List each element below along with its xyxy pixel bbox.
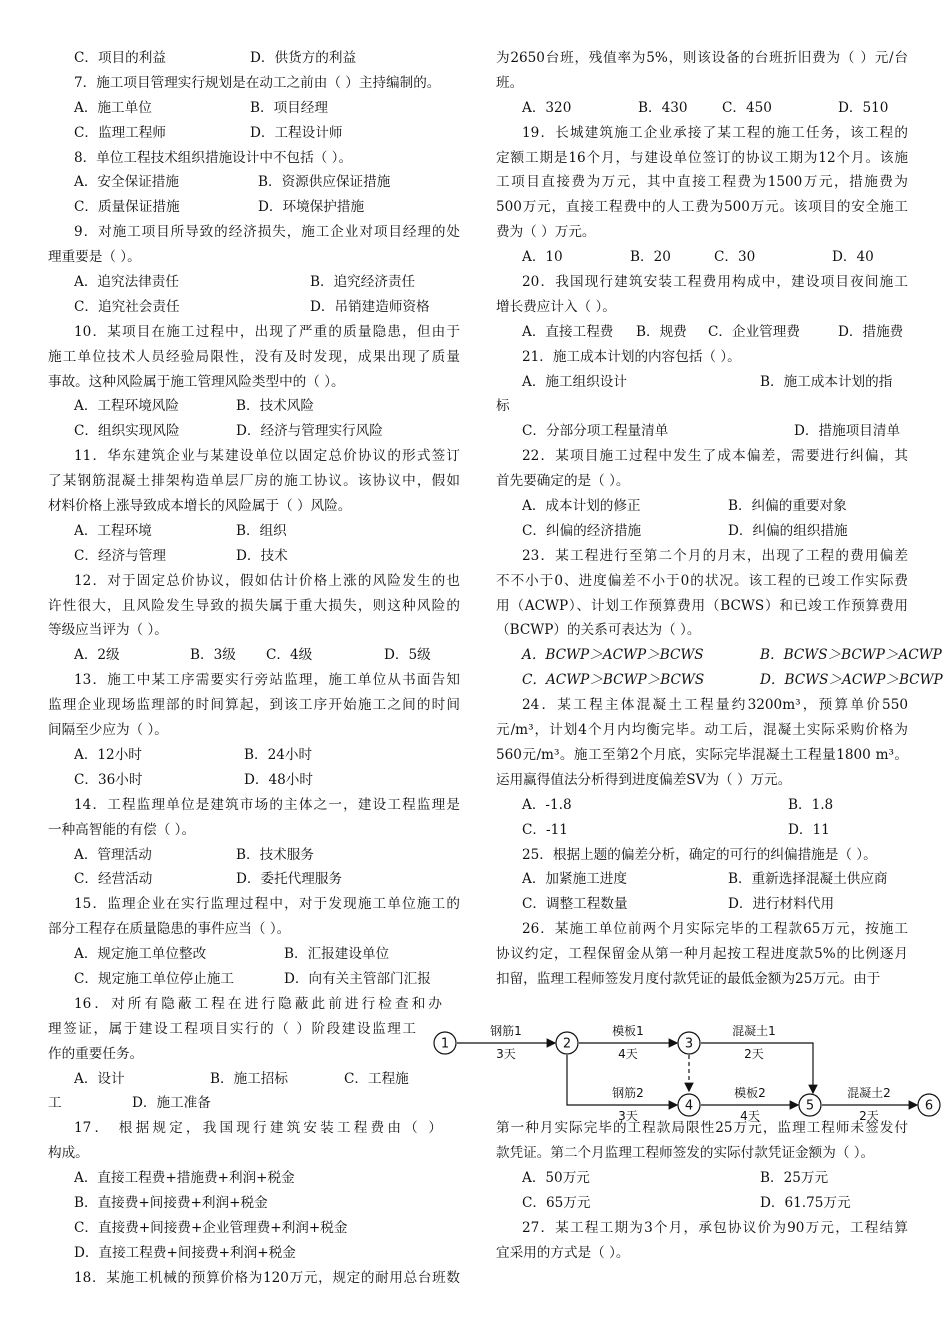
options-row — [496, 245, 908, 270]
answer-option[interactable]: C．项目的利益 — [74, 50, 166, 66]
answer-option[interactable]: A．追究法律责任 — [74, 274, 179, 291]
question-text-line: 运用赢得值法分析得到进度偏差SV为（ ）万元。 — [496, 771, 792, 788]
options-row — [48, 96, 460, 121]
figure-spacer — [496, 992, 908, 1017]
node-2 — [556, 1032, 578, 1054]
options-row — [496, 818, 908, 843]
options-row — [48, 170, 460, 195]
options-row — [496, 643, 942, 668]
options-row — [48, 544, 460, 569]
answer-option[interactable]: D．进行材料代用 — [728, 896, 835, 913]
node-5 — [799, 1094, 821, 1116]
options-row — [496, 419, 908, 444]
question-text-line: 事故。这种风险属于施工管理风险类型中的（ ）。 — [48, 373, 345, 390]
answer-option[interactable]: D．吊销建造师资格 — [310, 298, 430, 315]
options-row — [496, 793, 908, 818]
answer-option[interactable]: A．成本计划的修正 — [522, 498, 641, 515]
options-row — [496, 1166, 908, 1191]
activity-name: 混凝土1 — [732, 1024, 776, 1038]
question-text-line: 定额工期是16个月，与建设单位签订的协议工期为12个月。该施 — [496, 149, 908, 166]
question-text-line: 元/m³，计划4个月内均衡完毕。动工后，混凝土实际采购价格为 — [496, 722, 908, 739]
answer-option[interactable]: A．BCWP＞ACWP＞BCWS — [522, 647, 704, 664]
question-text-line: 27．某工程工期为3个月，承包协议价为90万元，工程结算 — [522, 1219, 908, 1236]
answer-option[interactable]: A．施工单位 — [74, 99, 152, 116]
answer-option[interactable]: B．组织 — [236, 522, 287, 539]
question-text-line: 了某钢筋混凝土排架构造单层厂房的施工协议。该协议中，假如 — [48, 473, 460, 490]
answer-option[interactable]: C．经济与管理 — [74, 547, 166, 564]
question-text-line: 等级应当评为（ ）。 — [48, 622, 168, 639]
question-text-line: 20．我国现行建筑安装工程费用构成中，建设项目夜间施工 — [522, 274, 908, 291]
options-row — [48, 419, 460, 444]
answer-option[interactable]: D．直接工程费+间接费+利润+税金 — [74, 1244, 296, 1261]
answer-option[interactable]: C．450 — [722, 99, 772, 116]
activity-duration: 3天 — [496, 1047, 516, 1061]
answer-option[interactable]: B．重新选择混凝土供应商 — [728, 871, 888, 888]
answer-option[interactable]: 标 — [496, 398, 510, 415]
answer-option[interactable]: C．ACWP＞BCWP＞BCWS — [522, 672, 705, 689]
options-row — [48, 743, 460, 768]
options-row — [48, 46, 460, 71]
answer-option[interactable]: C．分部分项工程量清单 — [522, 423, 669, 440]
question-text-line: 一种高智能的有偿（ ）。 — [48, 821, 196, 838]
options-row — [48, 270, 460, 295]
answer-option[interactable]: A．-1.8 — [522, 796, 572, 813]
answer-option[interactable]: B．资源供应保证措施 — [258, 174, 391, 191]
question-text-line: 14．工程监理单位是建筑市场的主体之一，建设工程监理是 — [74, 796, 460, 813]
answer-option[interactable]: C．规定施工单位停止施工 — [74, 970, 234, 987]
answer-option[interactable]: D．经济与管理实行风险 — [236, 423, 383, 440]
question-text-line: 理重要是（ ）。 — [48, 249, 141, 266]
answer-option[interactable]: C．经营活动 — [74, 871, 153, 888]
question-text-line: 13．施工中某工序需要实行旁站监理，施工单位从书面告知 — [74, 672, 460, 689]
answer-option[interactable]: A．工程环境 — [74, 522, 152, 539]
options-row — [496, 394, 908, 419]
options-row — [496, 494, 908, 519]
answer-option[interactable]: C．组织实现风险 — [74, 423, 180, 440]
network-diagram — [432, 1015, 947, 1135]
options-row — [48, 942, 460, 967]
answer-option[interactable]: B．20 — [630, 249, 671, 266]
answer-option[interactable]: C．质量保证措施 — [74, 199, 180, 216]
question-text-line: 23．某工程进行至第二个月的月末，出现了工程的费用偏差 — [522, 547, 908, 564]
answer-option[interactable]: D．向有关主管部门汇报 — [284, 970, 431, 987]
options-row — [496, 96, 908, 121]
options-row — [48, 867, 460, 892]
node-1 — [434, 1032, 456, 1054]
question-text-line: 7．施工项目管理实行规划是在动工之前由（ ）主持编制的。 — [74, 74, 441, 91]
question-text-line: 17． 根据规定，我国现行建筑安装工程费由（ ） — [74, 1120, 442, 1137]
options-row — [48, 394, 460, 419]
node-6 — [918, 1094, 940, 1116]
svg-text:1: 1 — [440, 1036, 450, 1052]
question-text-line: 部分工程存在质量隐患的事件应当（ ）。 — [48, 921, 291, 938]
question-text-line: 12．对于固定总价协议，假如估计价格上涨的风险发生的也 — [74, 572, 460, 589]
question-text-line: 班。 — [496, 74, 524, 91]
svg-text:3: 3 — [684, 1036, 694, 1052]
options-row — [48, 967, 460, 992]
answer-option[interactable]: D．48小时 — [244, 771, 313, 788]
activity-duration: 2天 — [859, 1109, 879, 1123]
answer-option[interactable]: B．规费 — [636, 323, 687, 340]
question-text-line: 22．某项目施工过程中发生了成本偏差，需要进行纠偏，其 — [522, 448, 908, 465]
options-row — [48, 519, 460, 544]
answer-option[interactable]: A．12小时 — [74, 746, 142, 763]
node-3 — [678, 1032, 700, 1054]
answer-option[interactable]: C．直接费+间接费+企业管理费+利润+税金 — [74, 1219, 348, 1236]
options-row — [496, 320, 908, 345]
activity-name: 混凝土2 — [847, 1086, 891, 1100]
activity-name: 钢筋1 — [490, 1024, 522, 1038]
activity-name: 钢筋2 — [612, 1086, 644, 1100]
question-text-line: 间隔至少应为（ ）。 — [48, 722, 168, 739]
answer-option[interactable]: 工 — [48, 1095, 62, 1112]
activity-name: 模板1 — [612, 1024, 644, 1038]
answer-option[interactable]: C．4级 — [266, 647, 313, 664]
options-row — [496, 519, 908, 544]
question-text-line: 施工单位技术人员经验局限性，没有及时发现，成果出现了质量 — [48, 348, 460, 365]
question-text-line: 8．单位工程技术组织措施设计中不包括（ ）。 — [74, 149, 353, 166]
question-text-line: 费为（ ）万元。 — [496, 224, 596, 241]
answer-option[interactable]: C．30 — [714, 249, 756, 266]
options-row — [48, 643, 460, 668]
options-row — [496, 668, 943, 693]
question-text-line: 宜采用的方式是（ ）。 — [496, 1244, 630, 1261]
question-text-line: 11．华东建筑企业与某建设单位以固定总价协议的形式签订 — [74, 448, 460, 465]
answer-option[interactable]: D．委托代理服务 — [236, 871, 343, 888]
answer-option[interactable]: C．65万元 — [522, 1194, 591, 1211]
options-row — [48, 1216, 460, 1241]
answer-option[interactable]: D．40 — [832, 249, 874, 266]
answer-option[interactable]: A．50万元 — [522, 1170, 590, 1187]
options-row — [496, 1191, 908, 1216]
activity-duration: 2天 — [744, 1047, 764, 1061]
answer-option[interactable]: D．510 — [838, 99, 889, 116]
options-row — [48, 1166, 460, 1191]
answer-option[interactable]: B．纠偏的重要对象 — [728, 498, 847, 515]
svg-text:2: 2 — [562, 1036, 572, 1052]
answer-option[interactable]: B．汇报建设单位 — [284, 946, 390, 963]
question-text-line: 许性很大，且风险发生导致的损失属于重大损失，则这种风险的 — [48, 597, 460, 614]
answer-option[interactable]: D．技术 — [236, 547, 288, 564]
question-text-line: 协议约定，工程保留金从第一种月起按工程进度款5%的比例逐月 — [496, 946, 908, 963]
activity-duration: 3天 — [618, 1109, 638, 1123]
question-text-line: 9．对施工项目所导致的经济损失，施工企业对项目经理的处 — [74, 224, 460, 241]
options-row — [496, 892, 908, 917]
question-text-line: 扣留，监理工程师签发月度付款凭证的最低金额为25万元。由于 — [496, 970, 881, 987]
question-text-line: 增长费应计入（ ）。 — [496, 298, 616, 315]
question-text-line: 24．某工程主体混凝土工程量约3200m³，预算单价550 — [522, 697, 908, 714]
answer-option[interactable]: D．纠偏的组织措施 — [728, 522, 848, 539]
question-text-line: 16．对所有隐蔽工程在进行隐蔽此前进行检查和办 — [74, 995, 442, 1012]
answer-option[interactable]: A．管理活动 — [74, 846, 152, 863]
answer-option[interactable]: A．工程环境风险 — [74, 398, 179, 415]
options-row — [48, 768, 460, 793]
svg-text:4: 4 — [684, 1098, 694, 1114]
answer-option[interactable]: D．施工准备 — [132, 1095, 211, 1112]
answer-option[interactable]: B．3级 — [190, 647, 236, 664]
answer-option[interactable]: B．技术风险 — [236, 398, 314, 415]
options-row — [48, 843, 460, 868]
options-row — [496, 867, 908, 892]
node-4 — [678, 1094, 700, 1116]
answer-option[interactable]: A．安全保证措施 — [74, 174, 179, 191]
answer-option[interactable]: D．BCWS＞ACWP＞BCWP — [760, 672, 943, 689]
answer-option[interactable]: D．11 — [788, 821, 830, 838]
question-text-line: 构成。 — [48, 1145, 89, 1162]
answer-option[interactable]: A．2级 — [74, 647, 120, 664]
options-row — [48, 195, 460, 220]
activity-duration: 4天 — [740, 1109, 760, 1123]
question-text-line: 26．某施工单位前两个月实际完毕的工程款65万元，按施工 — [522, 921, 908, 938]
question-text-line: 用（ACWP）、计划工作预算费用（BCWS）和已竣工作预算费用 — [496, 597, 908, 614]
question-text-line: 19．长城建筑施工企业承接了某工程的施工任务，该工程的 — [522, 124, 908, 141]
svg-text:6: 6 — [924, 1098, 934, 1114]
options-row — [48, 1241, 460, 1266]
question-text-line: 不不小于0、进度偏差不小于0的状况。该工程的已竣工作实际费 — [496, 572, 908, 589]
question-text-line: 18．某施工机械的预算价格为120万元，规定的耐用总台班数 — [74, 1269, 460, 1286]
question-text-line: 560元/m³。施工至第2个月底，实际完毕混凝土工程量1800 m³。 — [496, 746, 908, 763]
svg-text:5: 5 — [805, 1098, 815, 1114]
answer-option[interactable]: D．环境保护措施 — [258, 199, 365, 216]
answer-option[interactable]: B．1.8 — [788, 796, 834, 813]
question-text-line: 21．施工成本计划的内容包括（ ）。 — [522, 348, 741, 365]
activity-name: 模板2 — [734, 1086, 766, 1100]
question-text-line: 第一种月实际完毕的工程款局限性25万元，监理工程师未签发付 — [496, 1120, 908, 1137]
question-text-line: 500万元，直接工程费中的人工费为500万元。该项目的安全施工 — [496, 199, 908, 216]
answer-option[interactable]: C．-11 — [522, 821, 568, 838]
answer-option[interactable]: D．措施费 — [838, 323, 904, 340]
answer-option[interactable]: B．追究经济责任 — [310, 274, 416, 291]
answer-option[interactable]: C．纠偏的经济措施 — [522, 522, 642, 539]
answer-option[interactable]: A．设计 — [74, 1070, 125, 1087]
answer-option[interactable]: A．规定施工单位整改 — [74, 946, 207, 963]
answer-option[interactable]: D．措施项目清单 — [794, 423, 901, 440]
answer-option[interactable]: B．直接费+间接费+利润+税金 — [74, 1194, 268, 1211]
answer-option[interactable]: A．施工组织设计 — [522, 373, 627, 390]
answer-option[interactable]: C．追究社会责任 — [74, 298, 180, 315]
options-row — [48, 295, 460, 320]
activity-duration: 4天 — [618, 1047, 638, 1061]
answer-option[interactable]: A．加紧施工进度 — [522, 871, 627, 888]
question-text-line: 款凭证。第二个月监理工程师签发的实际付款凭证金额为（ ）。 — [496, 1145, 875, 1162]
answer-option[interactable]: B．24小时 — [244, 746, 313, 763]
answer-option[interactable]: A．直接工程费 — [522, 323, 614, 340]
question-text-line: （BCWP）的关系可表达为（ ）。 — [496, 622, 701, 639]
options-row — [496, 370, 908, 395]
options-row — [48, 1067, 460, 1092]
answer-option[interactable]: B．25万元 — [760, 1170, 829, 1187]
answer-option[interactable]: A．直接工程费+措施费+利润+税金 — [74, 1170, 295, 1187]
question-text-line: 为2650台班，残值率为5%，则该设备的台班折旧费为（ ）元/台 — [496, 50, 908, 66]
question-text-line: 理签证，属于建设工程项目实行的（ ）阶段建设监理工 — [48, 1020, 416, 1037]
answer-option[interactable]: A．320 — [522, 99, 572, 116]
answer-option[interactable]: D．61.75万元 — [760, 1194, 851, 1211]
question-text-line: 材料价格上涨导致成本增长的风险属于（ ）风险。 — [48, 498, 352, 515]
answer-option[interactable]: C．工程施 — [344, 1070, 409, 1087]
question-text-line: 作的重要任务。 — [48, 1045, 144, 1062]
answer-option[interactable]: A．10 — [522, 249, 563, 266]
answer-option[interactable]: D．5级 — [384, 647, 431, 664]
answer-option[interactable]: D．供货方的利益 — [250, 50, 357, 66]
answer-option[interactable]: B．施工成本计划的指 — [760, 373, 893, 390]
question-text-line: 10．某项目在施工过程中，出现了严重的质量隐患，但由于 — [74, 323, 460, 340]
answer-option[interactable]: C．企业管理费 — [708, 323, 800, 340]
answer-option[interactable]: B．BCWS＞BCWP＞ACWP — [760, 647, 942, 664]
options-row — [48, 1191, 460, 1216]
question-text-line: 25．根据上题的偏差分析，确定的可行的纠偏措施是（ ）。 — [522, 846, 877, 863]
question-text-line: 首先要确定的是（ ）。 — [496, 473, 630, 490]
answer-option[interactable]: B．项目经理 — [250, 99, 328, 116]
answer-option[interactable]: C．监理工程师 — [74, 124, 166, 141]
question-text-line: 工项目直接费为万元，其中直接工程费为1500万元，措施费为 — [496, 174, 908, 191]
question-text-line: 监理企业现场监理部的时间算起，到该工序开始施工之间的时间 — [48, 697, 460, 714]
answer-option[interactable]: D．工程设计师 — [250, 124, 343, 141]
options-row — [48, 1091, 460, 1116]
left-column — [48, 46, 460, 1291]
answer-option[interactable]: B．施工招标 — [210, 1070, 288, 1087]
options-row — [48, 121, 460, 146]
answer-option[interactable]: C．调整工程数量 — [522, 896, 628, 913]
answer-option[interactable]: B．技术服务 — [236, 846, 314, 863]
answer-option[interactable]: B．430 — [638, 99, 688, 116]
answer-option[interactable]: C．36小时 — [74, 771, 143, 788]
question-text-line: 15．监理企业在实行监理过程中，对于发现施工单位施工的 — [74, 896, 460, 913]
